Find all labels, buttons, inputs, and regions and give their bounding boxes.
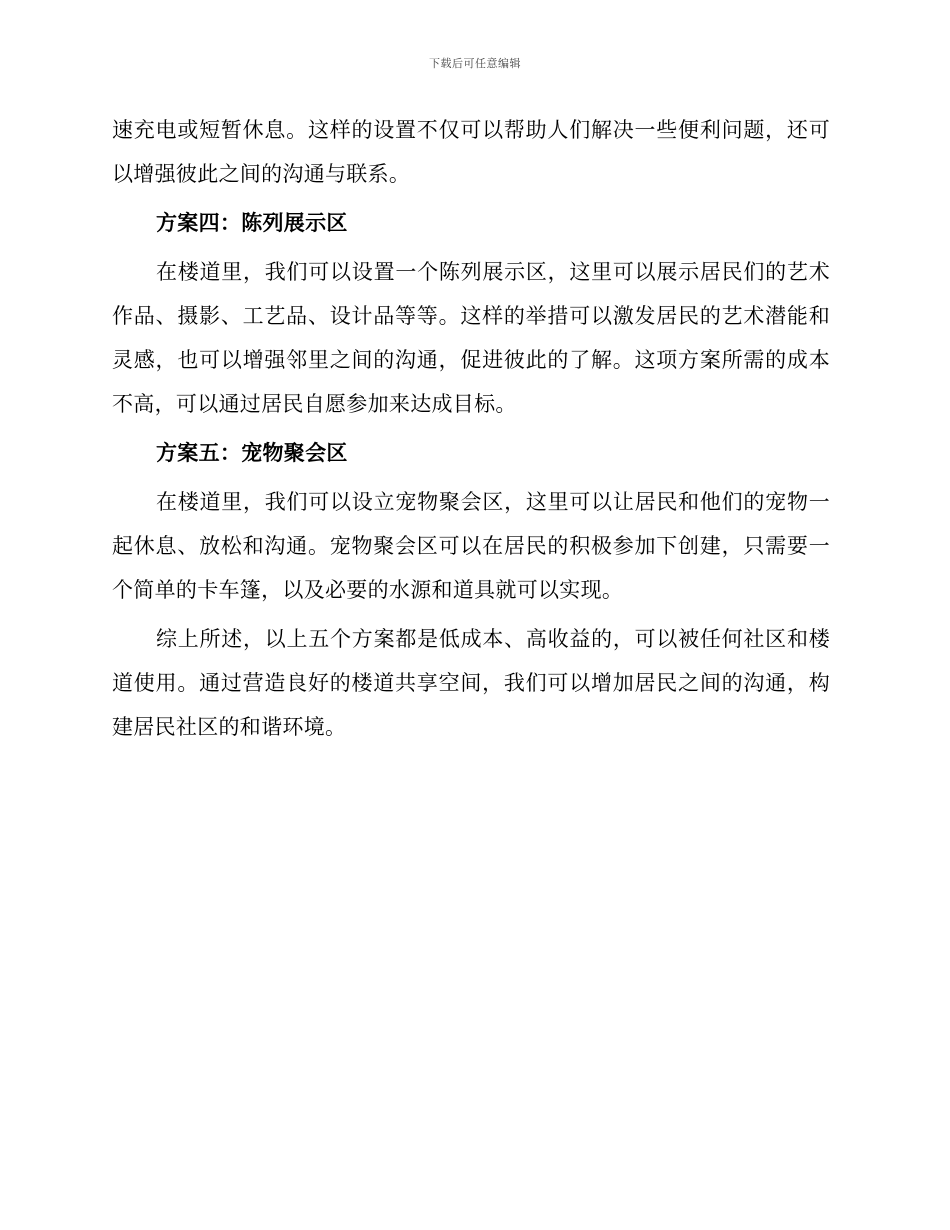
section-paragraph-4: 在楼道里，我们可以设置一个陈列展示区，这里可以展示居民们的艺术作品、摄影、工艺品、设计品等等。这样的举措可以激发居民的艺术潜能和灵感，也可以增强邻里之间的沟通，促进彼此的了解。这项方案所需的成本不高，可以通过居民自愿参加来达成目标。 [112, 260, 830, 416]
conclusion-paragraph: 综上所述，以上五个方案都是低成本、高收益的，可以被任何社区和楼道使用。通过营造良好的楼道共享空间，我们可以增加居民之间的沟通，构建居民社区的和谐环境。 [112, 627, 830, 739]
document-body [112, 108, 830, 749]
page-header: 下载后可任意编辑 [429, 57, 521, 70]
continued-paragraph: 速充电或短暂休息。这样的设置不仅可以帮助人们解决一些便利问题，还可以增强彼此之间的沟通与联系。 [112, 118, 830, 186]
section-paragraph-5: 在楼道里，我们可以设立宠物聚会区，这里可以让居民和他们的宠物一起休息、放松和沟通。宠物聚会区可以在居民的积极参加下创建，只需要一个简单的卡车篷，以及必要的水源和道具就可以实现。 [112, 490, 830, 602]
section-heading-4: 方案四：陈列展示区 [156, 211, 348, 235]
section-heading-5: 方案五：宠物聚会区 [156, 441, 348, 465]
